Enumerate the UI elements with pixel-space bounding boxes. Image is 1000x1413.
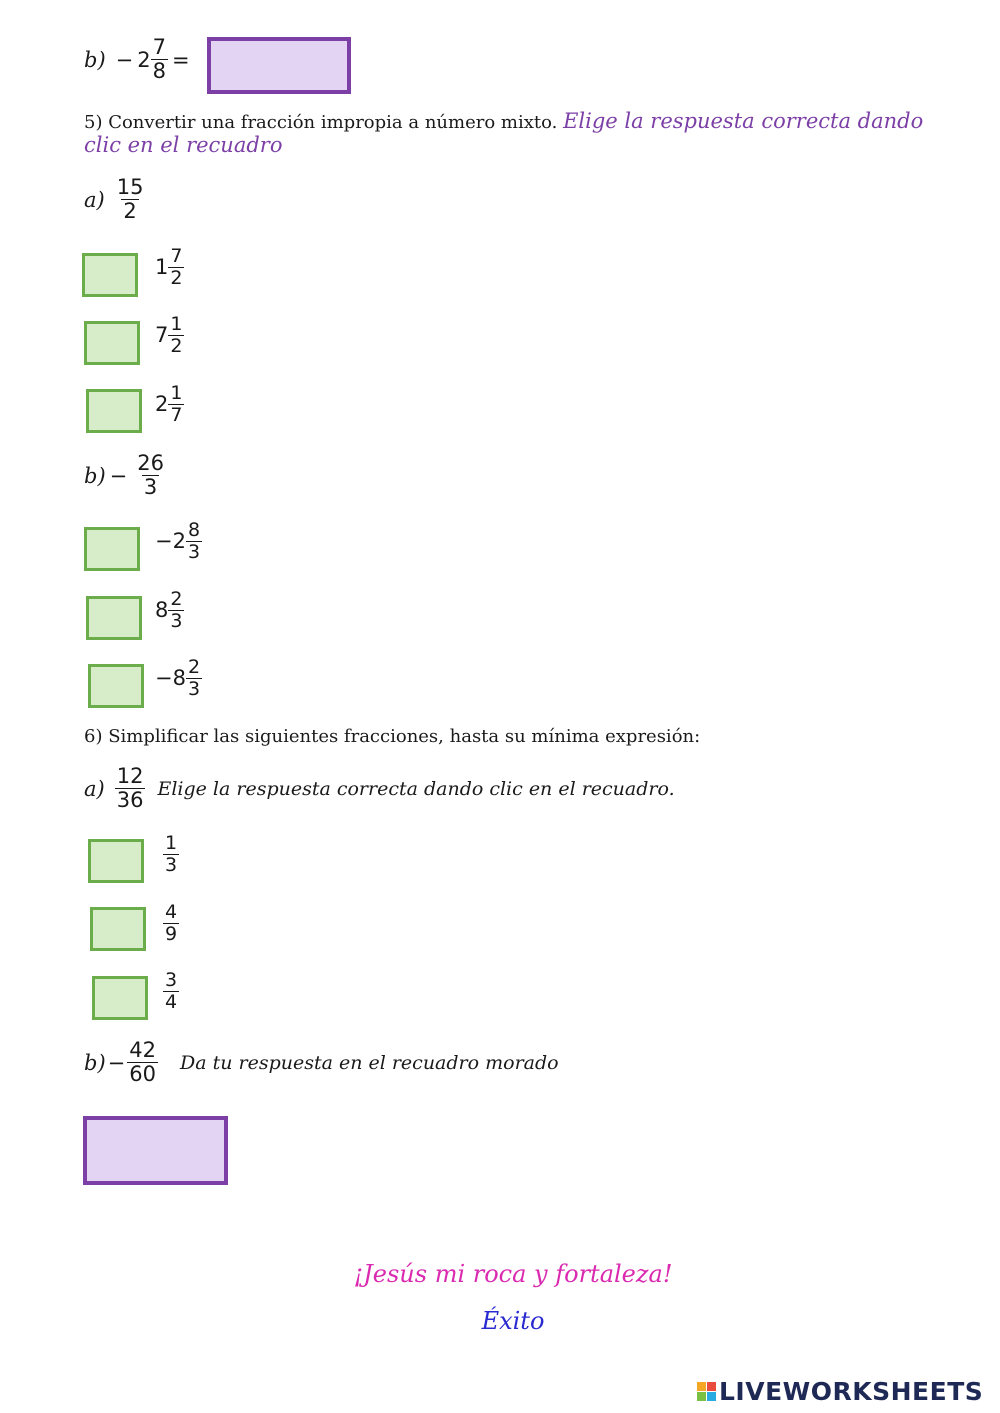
q4b-expression bbox=[84, 36, 190, 83]
q5b-option-3-checkbox[interactable] bbox=[88, 664, 144, 708]
q5-instruction-2: clic en el recuadro bbox=[84, 133, 283, 157]
q6b-sign: − bbox=[107, 1050, 126, 1075]
q6b-instruction: Da tu respuesta en el recuadro morado bbox=[179, 1051, 559, 1074]
q5b-sign: − bbox=[109, 463, 128, 488]
q6a-expression bbox=[84, 765, 675, 812]
option-whole: −8 bbox=[155, 666, 186, 691]
option-fraction bbox=[168, 383, 184, 426]
liveworksheets-logo bbox=[697, 1377, 983, 1406]
option-denominator: 3 bbox=[187, 540, 201, 563]
q5a-option-2-checkbox[interactable] bbox=[84, 321, 140, 365]
q6a-denominator: 36 bbox=[116, 788, 144, 813]
option-fraction bbox=[163, 833, 179, 876]
q5a-option-3 bbox=[155, 383, 184, 426]
option-fraction bbox=[186, 657, 202, 700]
q6a-option-2-checkbox[interactable] bbox=[90, 907, 146, 951]
option-numerator: 3 bbox=[165, 969, 178, 991]
option-whole: 2 bbox=[155, 392, 169, 417]
option-fraction bbox=[163, 902, 179, 945]
option-whole: −2 bbox=[155, 529, 186, 554]
option-fraction bbox=[168, 246, 184, 289]
q5b-option-1-checkbox[interactable] bbox=[84, 527, 140, 571]
q6a-option-1-checkbox[interactable] bbox=[88, 839, 144, 883]
q5a-option-1-checkbox[interactable] bbox=[82, 253, 138, 297]
q6a-option-3-checkbox[interactable] bbox=[92, 976, 148, 1020]
q5b-option-1 bbox=[155, 520, 202, 563]
q4b-equals: = bbox=[172, 47, 190, 72]
q5a-label: a) bbox=[84, 187, 105, 212]
q5b-option-2 bbox=[155, 589, 184, 632]
option-denominator: 3 bbox=[170, 609, 183, 632]
option-whole: 8 bbox=[155, 598, 169, 623]
option-denominator: 3 bbox=[187, 677, 201, 700]
q5-instruction-1: Elige la respuesta correcta dando bbox=[563, 109, 924, 133]
option-denominator: 4 bbox=[165, 990, 178, 1013]
option-denominator: 3 bbox=[165, 853, 178, 876]
q6a-option-1 bbox=[163, 833, 179, 876]
footer-success: Éxito bbox=[481, 1307, 545, 1335]
q6b-denominator: 60 bbox=[129, 1062, 156, 1087]
q4b-label: b) bbox=[84, 47, 106, 72]
q5b-numerator: 26 bbox=[137, 451, 164, 475]
option-denominator: 2 bbox=[170, 334, 183, 357]
option-numerator: 1 bbox=[165, 832, 178, 854]
q5a-option-1 bbox=[155, 246, 184, 289]
q6a-option-2 bbox=[163, 902, 179, 945]
q6b-label: b) bbox=[84, 1050, 106, 1075]
option-numerator: 1 bbox=[170, 313, 183, 335]
q4b-denominator: 8 bbox=[152, 59, 166, 84]
q6a-fraction bbox=[115, 765, 146, 812]
brand-name: LIVEWORKSHEETS bbox=[719, 1377, 984, 1406]
option-fraction bbox=[168, 589, 184, 632]
q6a-label: a) bbox=[84, 776, 105, 801]
option-numerator: 4 bbox=[165, 901, 178, 923]
q6b-fraction bbox=[127, 1039, 158, 1086]
option-whole: 1 bbox=[155, 255, 169, 280]
option-numerator: 1 bbox=[170, 382, 183, 404]
q5a-expression bbox=[84, 176, 145, 223]
q4b-numerator: 7 bbox=[152, 35, 166, 59]
q5-title: 5) Convertir una fracción impropia a número mixto. bbox=[84, 112, 558, 133]
q5b-label: b) bbox=[84, 463, 106, 488]
q5a-numerator: 15 bbox=[116, 175, 144, 199]
q6-title: 6) Simplificar las siguientes fracciones, hasta su mínima expresión: bbox=[84, 726, 701, 747]
q5b-expression bbox=[84, 452, 166, 499]
q5b-option-3 bbox=[155, 657, 202, 700]
option-fraction bbox=[186, 520, 202, 563]
footer-motto: ¡Jesús mi roca y fortaleza! bbox=[353, 1260, 673, 1288]
q5b-denominator: 3 bbox=[143, 475, 158, 500]
option-denominator: 9 bbox=[165, 922, 178, 945]
q5a-denominator: 2 bbox=[123, 199, 137, 224]
option-numerator: 8 bbox=[187, 519, 201, 541]
q6b-expression bbox=[84, 1039, 559, 1086]
option-whole: 7 bbox=[155, 323, 169, 348]
q5a-fraction bbox=[115, 176, 146, 223]
q5b-option-2-checkbox[interactable] bbox=[86, 596, 142, 640]
q6a-instruction: Elige la respuesta correcta dando clic en el recuadro. bbox=[157, 777, 675, 800]
q4b-fraction bbox=[151, 36, 168, 83]
option-fraction bbox=[168, 314, 184, 357]
liveworksheets-logo-icon bbox=[697, 1382, 716, 1401]
option-denominator: 7 bbox=[170, 403, 183, 426]
q5b-fraction bbox=[135, 452, 166, 499]
q5a-option-2 bbox=[155, 314, 184, 357]
q4b-sign: − bbox=[115, 47, 134, 72]
option-denominator: 2 bbox=[170, 266, 183, 289]
option-numerator: 2 bbox=[170, 588, 183, 610]
q6b-answer-input[interactable] bbox=[83, 1116, 228, 1185]
option-fraction bbox=[163, 970, 179, 1013]
q4b-answer-input[interactable] bbox=[207, 37, 351, 94]
q6b-numerator: 42 bbox=[129, 1038, 156, 1062]
q6a-numerator: 12 bbox=[116, 764, 144, 788]
option-numerator: 2 bbox=[187, 656, 201, 678]
option-numerator: 7 bbox=[170, 245, 183, 267]
q5a-option-3-checkbox[interactable] bbox=[86, 389, 142, 433]
q6a-option-3 bbox=[163, 970, 179, 1013]
q4b-whole: 2 bbox=[137, 47, 151, 72]
